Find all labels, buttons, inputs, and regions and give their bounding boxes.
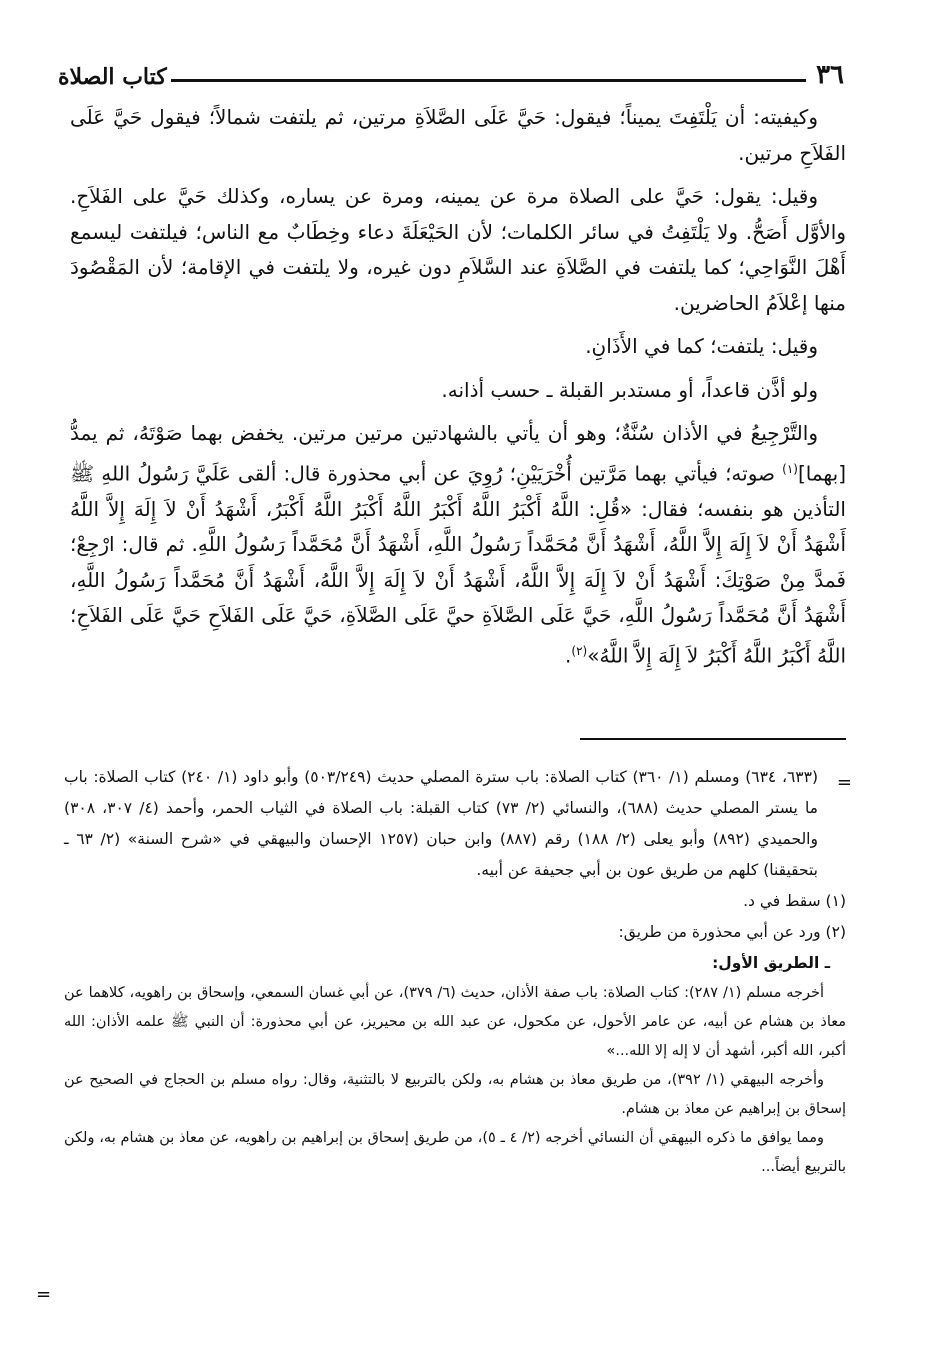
footnote-marker-1[interactable]: (١): [782, 461, 798, 476]
period: .: [565, 643, 572, 668]
footnote-details: [64, 979, 846, 1182]
footnote-2: (٢) ورد عن أبي محذورة من طريق:: [618, 923, 846, 941]
paragraph: ولو أذَّن قاعداً، أو مستدبر القبلة ـ حسب أذانه.: [441, 377, 818, 402]
footnote-paragraph: وأخرجه البيهقي (١/ ٣٩٢)، من طريق معاذ بن هشام به، ولكن بالتربيع لا بالتثنية، وقال: رواه مسلم بن الحجاج في الصحيح عن إسحاق بن إبراهيم عن معاذ بن هشام.: [64, 1072, 846, 1117]
footnote-paragraph: أخرجه مسلم (١/ ٢٨٧): كتاب الصلاة: باب صفة الأذان، حديث (٦/ ٣٧٩)، عن أبي غسان السمعي، وإسحاق بن راهويه، كلاهما عن معاذ بن هشام عن أبيه، عن عامر الأحول، عن مكحول، عن عبد الله بن محيريز، عن أبي محذورة: أن النبي ﷺ علمه الأذان: الله أكبر، الله أكبر، أشهد أن لا إله إلا الله...»: [64, 985, 846, 1059]
paragraph: وقيل: يلتفت؛ كما في الأَذَانِ.: [585, 334, 818, 358]
footnotes: [64, 762, 846, 1182]
footnote-separator: [580, 738, 846, 740]
paragraph-part: والتَّرْجِيعُ في الأذان سُنَّةٌ؛ وهو أن يأتي بالشهادتين مرتين مرتين. يخفض بهما صَوْتَهُ، ثم يمدُّ [بهما]: [70, 421, 847, 486]
footnote-1: (١) سقط في د.: [743, 892, 846, 910]
footnote-continuation: (٦٣٣، ٦٣٤) ومسلم (١/ ٣٦٠) كتاب الصلاة: باب سترة المصلي حديث (٥٠٣/٢٤٩) وأبو داود (١/ ٢٤٠) كتاب الصلاة: باب ما يستر المصلي حديث (٦٨٨)، والنسائي (٢/ ٧٣) كتاب القبلة: باب الصلاة في الثياب الحمر، وأحمد (٤/ ٣٠٧، ٣٠٨) والحميدي (٨٩٢) وأبو يعلى (٢/ ١٨٨) رقم (٨٨٧) وابن حبان (١٢٥٧ الإحسان والبيهقي في «شرح السنة» (٢/ ٦٣ ـ بتحقيقنا) كلهم من طريق عون بن أبي جحيفة عن أبيه.: [64, 768, 819, 879]
paragraph-tarji: [70, 416, 846, 674]
header-rule: [171, 79, 806, 82]
footnote-paragraph: ومما يوافق ما ذكره البيهقي أن النسائي أخرجه (٢/ ٤ ـ ٥)، من طريق إسحاق بن إبراهيم بن راهويه، عن معاذ بن هشام به، ولكن بالتربيع أيضاً...: [64, 1130, 846, 1175]
paragraph-part: صوته؛ فيأتي بهما مَرَّتين أُخْرَيَيْنِ؛ رُوِيَ عن أبي محذورة قال: ألقى عَلَيَّ رَسُولُ اللهِ ﷺ التأذين هو بنفسه؛ فقال: «قُلِ: اللَّهُ أَكْبَرُ اللَّهُ أَكْبَرُ اللَّهُ أَكْبَرُ اللَّهُ أَكْبَرُ، أَشْهَدُ أَنْ لاَ إِلَهَ إِلاَّ اللَّهُ أَشْهَدُ أَنْ لاَ إِلَهَ إِلاَّ اللَّهُ، أَشْهَدُ أَنَّ مُحَمَّداً رَسُولُ اللَّهِ، أَشْهَدُ أَنَّ مُحَمَّداً رَسُولُ اللَّهِ. ثم قال: ارْجِعْ؛ فَمدَّ مِنْ صَوْتِكَ: أَشْهَدُ أَنْ لاَ إِلَهَ إِلاَّ اللَّهُ، أَشْهَدُ أَنْ لاَ إِلَهَ إِلاَّ اللَّهُ، أَشْهَدُ أَنَّ مُحَمَّداً رَسُولُ اللَّهِ، أَشْهَدُ أَنَّ مُحَمَّداً رَسُولُ اللَّهِ، حَيَّ عَلَى الصَّلاَةِ حيَّ عَلَى الصَّلاَةِ، حَيَّ عَلَى الفَلاَحِ حَيَّ عَلَى الفَلاَحِ؛ اللَّهُ أَكْبَرُ اللَّهُ أَكْبَرُ لاَ إِلَهَ إِلاَّ اللَّهُ»: [70, 461, 846, 668]
bottom-mark: =: [36, 1284, 52, 1305]
main-text: [70, 100, 846, 674]
footnote-marker-2[interactable]: (٢): [571, 643, 588, 658]
footnote-subheading: ـ الطريق الأول:: [712, 954, 830, 972]
page-header: [58, 52, 844, 88]
running-title: كتاب الصلاة: [58, 64, 167, 90]
continuation-mark: =: [836, 772, 852, 793]
paragraph: وقيل: يقول: حَيَّ على الصلاة مرة عن يمينه، ومرة عن يساره، وكذلك حَيَّ على الفَلاَحِ. والأوَّل أَصَحُّ. ولا يَلْتَفِتُ في سائر الكلمات؛ لأن الحَيْعَلَةَ دعاء وخِطَابٌ مع الناس؛ فيلتفت ليسمع أَهْلَ النَّوَاحِي؛ كما يلتفت في الصَّلاَةِ عند السَّلاَمِ دون غيره، ولا يلتفت في الإقامة؛ لأن المَقْصُودَ منها إعْلاَمُ الحاضرين.: [70, 184, 846, 315]
paragraph: وكيفيته: أن يَلْتَفِتَ يميناً؛ فيقول: حَيَّ عَلَى الصَّلاَةِ مرتين، ثم يلتفت شمالاً؛ فيقول حَيَّ عَلَى الفَلاَحِ مرتين.: [70, 105, 846, 165]
page-number: ٣٦: [816, 60, 844, 90]
